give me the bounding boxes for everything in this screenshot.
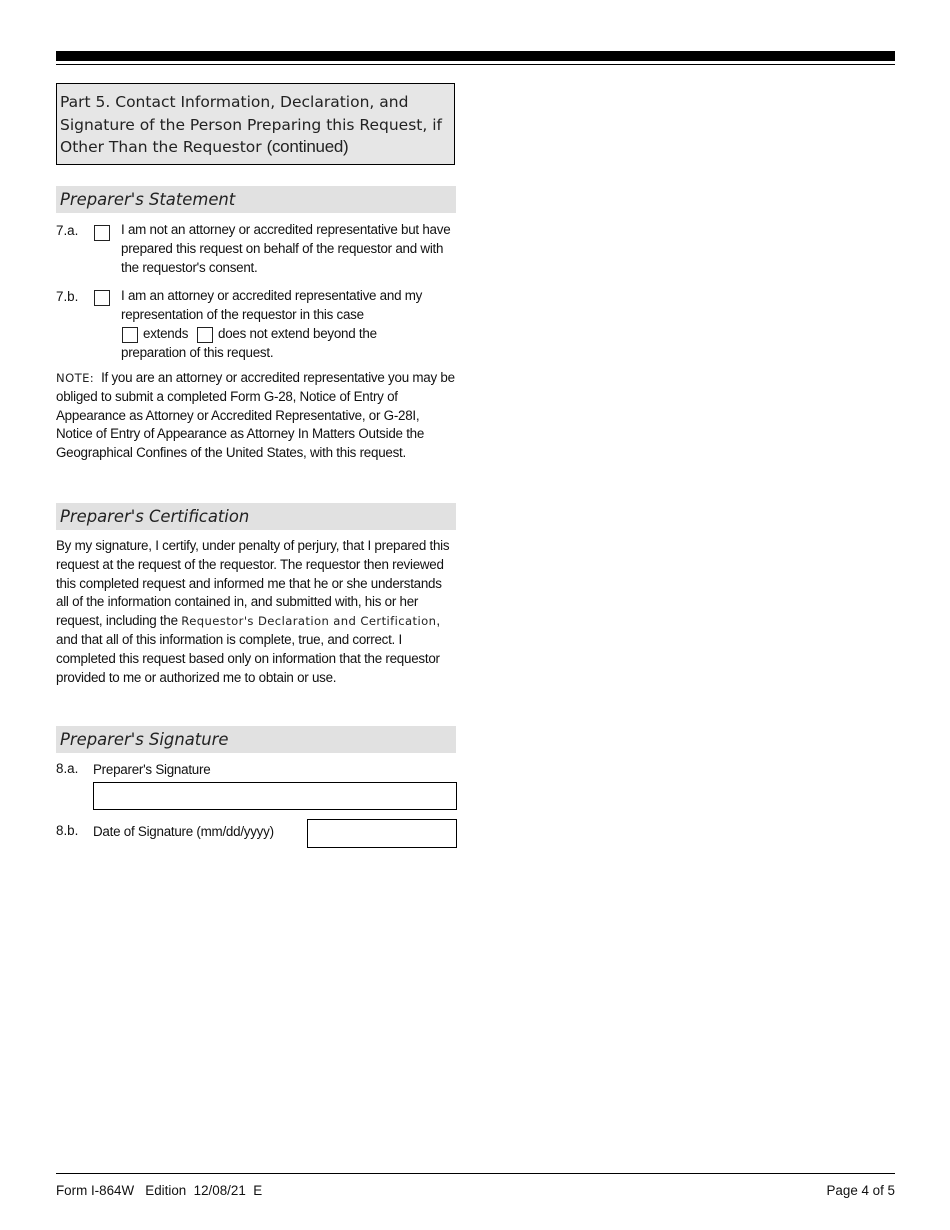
form-edition: Form I-864W Edition 12/08/21 E [56,1183,263,1198]
preparer-signature-field[interactable] [93,782,457,810]
certification-text [56,537,457,687]
preparers-signature-heading: Preparer's Signature [56,726,456,753]
item-8b-number: 8.b. [56,823,79,838]
top-rule-thick [56,51,895,61]
item-7a-number: 7.a. [56,223,79,238]
top-rule-thin [56,64,895,65]
item-7a-checkbox[interactable] [94,225,110,241]
certification-text-part2: , and that all of this information is complete, true, and correct. I completed this request based only on information that the requestor provided to me or authorized me to obtain or use. [56,613,440,685]
note-text: If you are an attorney or accredited representative you may be obliged to submit a completed Form G-28, Notice of Entry of Appearance as Attorney or Accredited Representative, or G-28I, Notice of Entry of Appearance as Attorney In Matters Outside the Geographical Confines of the United States, with this request. [56,370,455,461]
note-label: NOTE: [56,371,95,385]
item-8a-label: Preparer's Signature [93,762,211,777]
item-7b-number: 7.b. [56,289,79,304]
extends-label: extends [143,326,189,341]
extends-checkbox[interactable] [122,327,138,343]
item-7b-checkbox[interactable] [94,290,110,306]
certification-emphasis: Requestor's Declaration and Certification [181,614,437,629]
item-7b-text-end: preparation of this request. [121,345,274,360]
date-of-signature-field[interactable] [307,819,457,848]
does-not-extend-label: does not extend beyond the [218,326,377,341]
part-continued: (continued) [266,137,349,156]
item-8b-label: Date of Signature (mm/dd/yyyy) [93,824,274,839]
part-header [56,83,455,165]
certification-text-part1: By my signature, I certify, under penalty of perjury, that I prepared this request at the request of the requestor. The requestor then reviewed this completed request and informed me that he or she understands all of the information contained in, and submitted with, his or her request, including the [56,538,450,629]
preparer-note [56,369,456,463]
item-7a-text: I am not an attorney or accredited representative but have prepared this request on behalf of the requestor and with the requestor's consent. [121,222,451,275]
preparers-certification-heading: Preparer's Certification [56,503,456,530]
page-number: Page 4 of 5 [826,1183,895,1198]
part-title: Part 5. Contact Information, Declaration, and Signature of the Person Preparing this Request, if Other Than the Requestor [60,93,442,156]
preparers-statement-heading: Preparer's Statement [56,186,456,213]
does-not-extend-checkbox[interactable] [197,327,213,343]
item-7b-text: I am an attorney or accredited representative and my representation of the requestor in this case [121,288,423,322]
footer-rule [56,1173,895,1174]
item-8a-number: 8.a. [56,761,79,776]
